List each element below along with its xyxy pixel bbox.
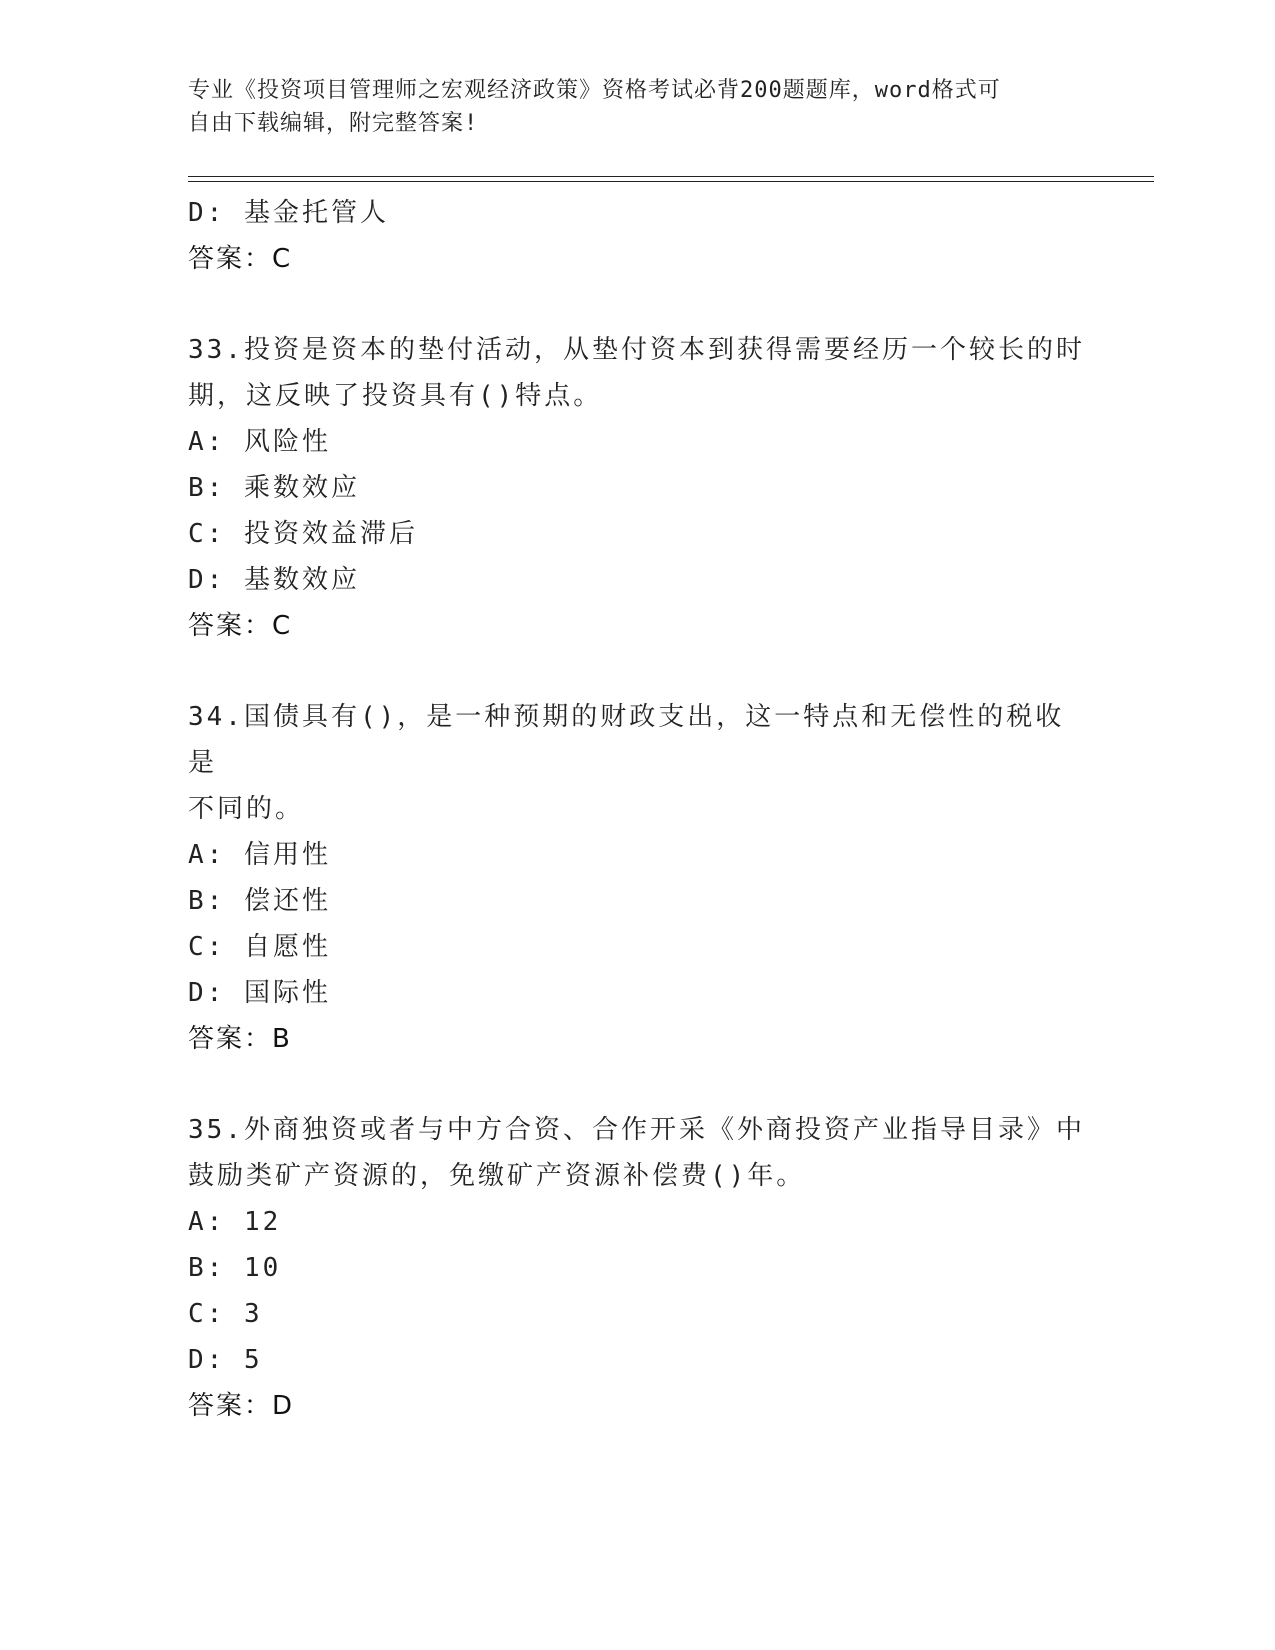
question-stem bbox=[188, 1107, 1088, 1199]
option-d: D: 国际性 bbox=[188, 978, 331, 1008]
question-stem bbox=[188, 327, 1088, 419]
question-34 bbox=[188, 694, 1088, 1062]
option-b: B: 10 bbox=[188, 1253, 282, 1283]
question-stem-line-1: 35.外商独资或者与中方合资、合作开采《外商投资产业指导目录》中 bbox=[188, 1115, 1085, 1145]
answer-line: 答案：D bbox=[188, 1391, 295, 1421]
header-title-line-2: 自由下载编辑，附完整答案! bbox=[188, 111, 479, 136]
question-stem bbox=[188, 694, 1088, 832]
option-d: D: 基金托管人 bbox=[188, 198, 389, 228]
option-a: A: 12 bbox=[188, 1207, 282, 1237]
option-c: C: 投资效益滞后 bbox=[188, 519, 418, 549]
option-c: C: 3 bbox=[188, 1299, 263, 1329]
option-a: A: 风险性 bbox=[188, 427, 331, 457]
option-d: D: 基数效应 bbox=[188, 565, 360, 595]
option-a: A: 信用性 bbox=[188, 840, 331, 870]
header-divider-bottom bbox=[188, 181, 1154, 182]
question-33 bbox=[188, 327, 1088, 649]
question-35 bbox=[188, 1107, 1088, 1429]
question-stem-line-1: 33.投资是资本的垫付活动，从垫付资本到获得需要经历一个较长的时 bbox=[188, 335, 1085, 365]
carryover-question bbox=[188, 190, 1088, 282]
question-stem-line-2: 期，这反映了投资具有()特点。 bbox=[188, 381, 603, 411]
answer-line: 答案：C bbox=[188, 611, 293, 641]
option-c: C: 自愿性 bbox=[188, 932, 331, 962]
answer-line: 答案：B bbox=[188, 1024, 292, 1054]
answer-line: 答案：C bbox=[188, 244, 293, 274]
document-header bbox=[188, 74, 1088, 140]
question-stem-line-2: 鼓励类矿产资源的，免缴矿产资源补偿费()年。 bbox=[188, 1161, 806, 1191]
question-list bbox=[188, 190, 1088, 1429]
question-stem-line-2: 不同的。 bbox=[188, 794, 305, 824]
option-b: B: 偿还性 bbox=[188, 886, 331, 916]
header-divider-top bbox=[188, 176, 1154, 177]
option-b: B: 乘数效应 bbox=[188, 473, 360, 503]
option-d: D: 5 bbox=[188, 1345, 263, 1375]
header-title-line-1: 专业《投资项目管理师之宏观经济政策》资格考试必背200题题库，word格式可 bbox=[188, 78, 1001, 103]
question-stem-line-1: 34.国债具有()，是一种预期的财政支出，这一特点和无偿性的税收是 bbox=[188, 702, 1065, 778]
